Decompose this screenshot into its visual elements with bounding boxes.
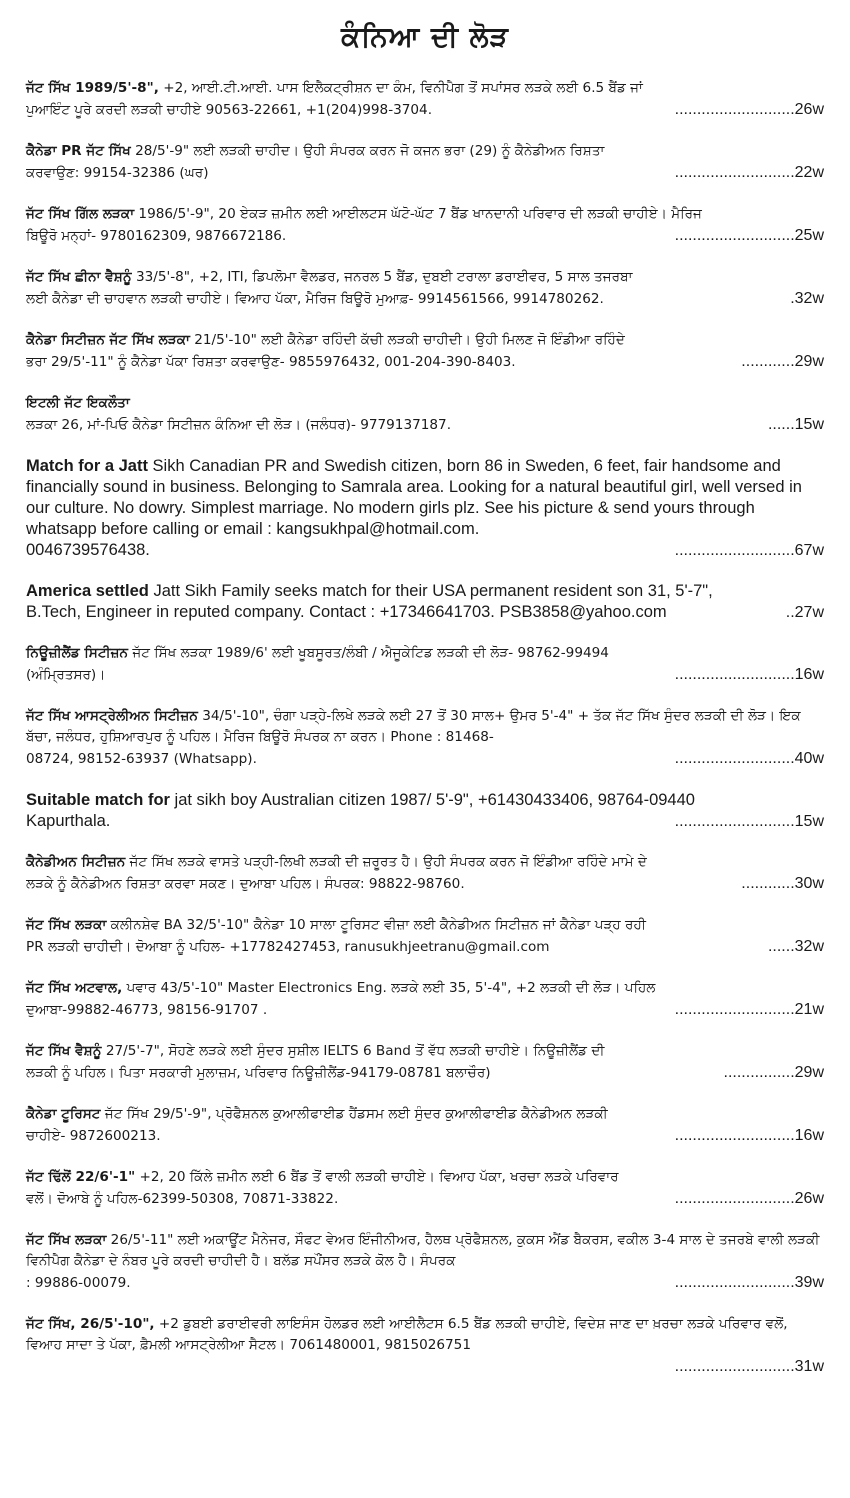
ad-contact: ਲੜਕੀ ਨੂੰ ਪਹਿਲ। ਪਿਤਾ ਸਰਕਾਰੀ ਮੁਲਾਜ਼ਮ, ਪਰਿਵਾਰ ਨਿਊਜ਼ੀਲੈਂਡ-94179-08781 ਬਲਾਚੌਰ) <box>26 1065 491 1081</box>
ad-contact: : 99886-00079. <box>26 1275 131 1291</box>
ad-tail <box>26 99 824 121</box>
ad-entry <box>26 706 824 770</box>
ad-tail <box>26 999 824 1021</box>
ad-word-count: ...........................26w <box>674 101 824 118</box>
ad-tail <box>26 1272 824 1294</box>
ad-contact: ਵਲੋਂ। ਦੋਆਬੇ ਨੂੰ ਪਹਿਲ-62399-50308, 70871-33822. <box>26 1191 339 1207</box>
ad-body: Jatt Sikh Family seeks match for their USA permanent resident son 31, 5'-7", <box>148 582 713 600</box>
ad-contact: ਪੁਆਇੰਟ ਪੂਰੇ ਕਰਦੀ ਲੜਕੀ ਚਾਹੀਏ 90563-22661, +1(204)998-3704. <box>26 102 433 118</box>
ad-word-count: ...........................25w <box>674 227 824 244</box>
ad-body: Sikh Canadian PR and Swedish citizen, born 86 in Sweden, 6 feet, fair handsome and financially sound in business. Belonging to Samrala area. Looking for a natural beautiful girl, well versed in our culture. No dowry. Simplest marriage. No modern girls plz. See his picture & send yours through whatsapp before calling or email : kangsukhpal@hotmail.com. <box>26 457 802 538</box>
ad-word-count: ...........................22w <box>674 164 824 181</box>
ad-tail <box>26 936 824 958</box>
ad-lead: ਜੱਟ ਸਿੱਖ, 26/5'-10", <box>26 1316 155 1332</box>
ad-word-count: ......32w <box>767 938 824 955</box>
ad-body: 34/5'-10", ਚੰਗਾ ਪੜ੍ਹੇ-ਲਿਖੇ ਲੜਕੇ ਲਈ 27 ਤੋਂ 30 ਸਾਲ+ ਉਮਰ 5'-4" + ਤੱਕ ਜੱਟ ਸਿੱਖ ਸੁੰਦਰ ਲੜਕੀ ਦੀ ਲੋੜ। ਇਕ ਬੱਚਾ, ਜਲੰਧਰ, ਹੁਸ਼ਿਆਰਪੁਰ ਨੂੰ ਪਹਿਲ। ਮੈਰਿਜ ਬਿਊਰੋ ਸੰਪਰਕ ਨਾ ਕਰਨ। Phone : 81468- <box>26 708 801 745</box>
ad-lead: ਕੈਨੇਡਾ ਟੂਰਿਸਟ <box>26 1106 101 1122</box>
ad-entry <box>26 852 824 895</box>
ad-body: 21/5'-10" ਲਈ ਕੈਨੇਡਾ ਰਹਿੰਦੀ ਕੱਚੀ ਲੜਕੀ ਚਾਹੀਦੀ। ਉਹੀ ਮਿਲਣ ਜੋ ਇੰਡੀਆ ਰਹਿੰਦੇ <box>189 332 625 348</box>
ad-lead: America settled <box>26 582 149 600</box>
ad-entry <box>26 204 824 247</box>
ad-tail <box>26 664 824 686</box>
ad-body: 27/5'-7", ਸੋਹਣੇ ਲੜਕੇ ਲਈ ਸੁੰਦਰ ਸੁਸ਼ੀਲ IELTS 6 Band ਤੋਂ ਵੱਧ ਲੜਕੀ ਚਾਹੀਏ। ਨਿਊਜ਼ੀਲੈਂਡ ਦੀ <box>101 1043 605 1059</box>
ad-body: 33/5'-8", +2, ITI, ਡਿਪਲੋਮਾ ਵੈਲਡਰ, ਜਨਰਲ 5 ਬੈਂਡ, ਦੁਬਈ ਟਰਾਲਾ ਡਰਾਈਵਰ, 5 ਸਾਲ ਤਜਰਬਾ <box>131 269 633 285</box>
ad-contact: (ਅੰਮ੍ਰਿਤਸਰ)। <box>26 667 106 683</box>
ad-word-count: ...........................21w <box>674 1001 824 1018</box>
ad-contact: ਦੁਆਬਾ-99882-46773, 98156-91707 . <box>26 1002 268 1018</box>
ad-entry <box>26 1041 824 1084</box>
ad-lead: ਜੱਟ ਸਿੱਖ 1989/5'-8", <box>26 80 159 96</box>
ad-body: ਕਲੀਨਸ਼ੇਵ BA 32/5'-10" ਕੈਨੇਡਾ 10 ਸਾਲਾ ਟੂਰਿਸਟ ਵੀਜ਼ਾ ਲਈ ਕੈਨੇਡੀਅਨ ਸਿਟੀਜ਼ਨ ਜਾਂ ਕੈਨੇਡਾ ਪੜ੍ਹ ਰਹੀ <box>106 917 646 933</box>
ad-lead: Match for a Jatt <box>26 457 148 475</box>
ad-word-count: ...........................67w <box>674 542 824 559</box>
ad-lead: ਜੱਟ ਸਿੱਖ ਲੜਕਾ <box>26 917 107 933</box>
ad-contact: Kapurthala. <box>26 812 111 830</box>
ad-lead: ਜੱਟ ਢਿੱਲੋਂ 22/6'-1" <box>26 1169 136 1185</box>
ad-contact: PR ਲੜਕੀ ਚਾਹੀਦੀ। ਦੋਆਬਾ ਨੂੰ ਪਹਿਲ- +17782427453, ranusukhjeetranu@gmail.com <box>26 939 550 955</box>
ad-lead: ਜੱਟ ਸਿੱਖ ਆਸਟ੍ਰੇਲੀਅਨ ਸਿਟੀਜ਼ਨ <box>26 708 198 724</box>
ad-contact: B.Tech, Engineer in reputed company. Contact : +17346641703. PSB3858@yahoo.com <box>26 603 667 621</box>
ad-body: ਜੱਟ ਸਿੱਖ ਲੜਕੇ ਵਾਸਤੇ ਪੜ੍ਹੀ-ਲਿਖੀ ਲੜਕੀ ਦੀ ਜ਼ਰੂਰਤ ਹੈ। ਉਹੀ ਸੰਪਰਕ ਕਰਨ ਜੋ ਇੰਡੀਆ ਰਹਿੰਦੇ ਮਾਮੇ ਦੇ <box>125 854 647 870</box>
ad-contact: 0046739576438. <box>26 541 150 559</box>
ad-tail <box>26 1125 824 1147</box>
ad-word-count: ..27w <box>785 604 824 621</box>
ad-lead: ਜੱਟ ਸਿੱਖ ਲੜਕਾ <box>26 1232 107 1248</box>
ad-body: jat sikh boy Australian citizen 1987/ 5'-9", +61430433406, 98764-09440 <box>169 791 695 809</box>
ad-tail <box>26 351 824 373</box>
ad-entry <box>26 456 824 561</box>
ad-entry <box>26 581 824 623</box>
ad-contact: ਲਈ ਕੈਨੇਡਾ ਦੀ ਚਾਹਵਾਨ ਲੜਕੀ ਚਾਹੀਏ। ਵਿਆਹ ਪੱਕਾ, ਮੈਰਿਜ ਬਿਊਰੋ ਮੁਆਫ਼- 9914561566, 9914780262. <box>26 291 604 307</box>
ad-entry <box>26 1230 824 1294</box>
ad-lead: ਇਟਲੀ ਜੱਟ ਇਕਲੌਤਾ <box>26 395 130 411</box>
ad-word-count: ...........................16w <box>674 666 824 683</box>
ad-entry <box>26 267 824 310</box>
ad-word-count: ............29w <box>741 353 824 370</box>
ad-body: ਜੱਟ ਸਿੱਖ ਲੜਕਾ 1989/6' ਲਈ ਖੂਬਸੂਰਤ/ਲੰਬੀ / ਐਜੂਕੇਟਿਡ ਲੜਕੀ ਦੀ ਲੋੜ- 98762-99494 <box>128 645 609 661</box>
ad-word-count: ...........................31w <box>674 1358 824 1375</box>
ad-contact: ਲੜਕੇ ਨੂੰ ਕੈਨੇਡੀਅਨ ਰਿਸ਼ਤਾ ਕਰਵਾ ਸਕਣ। ਦੁਆਬਾ ਪਹਿਲ। ਸੰਪਰਕ: 98822-98760. <box>26 876 465 892</box>
ad-word-count: ...........................26w <box>674 1190 824 1207</box>
ad-tail <box>26 1188 824 1210</box>
ad-entry <box>26 1167 824 1210</box>
ad-entry <box>26 1314 824 1377</box>
ad-word-count: ...........................15w <box>674 813 824 830</box>
ad-lead: ਜੱਟ ਸਿੱਖ ਅਟਵਾਲ, <box>26 980 123 996</box>
ad-lead: ਕੈਨੇਡਾ PR ਜੱਟ ਸਿੱਖ <box>26 143 131 159</box>
ad-entry <box>26 915 824 958</box>
ad-contact: 08724, 98152-63937 (Whatsapp). <box>26 751 257 767</box>
ad-entry <box>26 643 824 686</box>
ad-tail <box>26 288 824 310</box>
ad-entry <box>26 978 824 1021</box>
ad-lead: ਕੈਨੇਡੀਅਨ ਸਿਟੀਜ਼ਨ <box>26 854 126 870</box>
ad-entry <box>26 790 824 832</box>
ad-tail <box>26 414 824 436</box>
ad-lead: ਜੱਟ ਸਿੱਖ ਛੀਨਾ ਵੈਸ਼ਨੂੰ <box>26 269 132 285</box>
ad-word-count: .32w <box>790 290 824 307</box>
ad-tail <box>26 602 824 623</box>
ad-contact: ਬਿਊਰੋ ਮਨ੍ਹਾਂ- 9780162309, 9876672186. <box>26 228 287 244</box>
ad-contact: ਭਰਾ 29/5'-11" ਨੂੰ ਕੈਨੇਡਾ ਪੱਕਾ ਰਿਸ਼ਤਾ ਕਰਵਾਉਣ- 9855976432, 001-204-390-8403. <box>26 354 516 370</box>
ad-word-count: ...........................39w <box>674 1274 824 1291</box>
ad-tail <box>26 811 824 832</box>
ad-contact: ਕਰਵਾਉਣ: 99154-32386 (ਘਰ) <box>26 165 209 181</box>
ad-tail <box>26 225 824 247</box>
ad-body: ਪਵਾਰ 43/5'-10" Master Electronics Eng. ਲੜਕੇ ਲਈ 35, 5'-4", +2 ਲੜਕੀ ਦੀ ਲੋੜ। ਪਹਿਲ <box>122 980 656 996</box>
ad-word-count: ......15w <box>767 416 824 433</box>
ad-entry <box>26 78 824 121</box>
ad-tail <box>26 748 824 770</box>
ad-body: 26/5'-11" ਲਈ ਅਕਾਊਂਟ ਮੈਨੇਜਰ, ਸੌਫਟ ਵੇਅਰ ਇੰਜੀਨੀਅਰ, ਹੈਲਥ ਪ੍ਰੋਫੈਸ਼ਨਲ, ਕੁਕਸ ਐਂਡ ਬੈਕਰਸ, ਵਕੀਲ 3-4 ਸਾਲ ਦੇ ਤਜਰਬੇ ਵਾਲੀ ਲੜਕੀ ਵਿਨੀਪੈਗ ਕੈਨੇਡਾ ਦੇ ਨੰਬਰ ਪੂਰੇ ਕਰਦੀ ਚਾਹੀਦੀ ਹੈ। ਬਲੱਡ ਸਪੌਂਸਰ ਲੜਕੇ ਕੋਲ ਹੈ। ਸੰਪਰਕ <box>26 1232 820 1269</box>
ad-tail <box>26 540 824 561</box>
ad-body: ਜੱਟ ਸਿੱਖ 29/5'-9", ਪ੍ਰੋਫੈਸ਼ਨਲ ਕੁਆਲੀਫਾਈਡ ਹੈਂਡਸਮ ਲਈ ਸੁੰਦਰ ਕੁਆਲੀਫਾਈਡ ਕੈਨੇਡੀਅਨ ਲੜਕੀ <box>100 1106 608 1122</box>
ad-body: +2, 20 ਕਿੱਲੇ ਜ਼ਮੀਨ ਲਈ 6 ਬੈਂਡ ਤੋਂ ਵਾਲੀ ਲੜਕੀ ਚਾਹੀਏ। ਵਿਆਹ ਪੱਕਾ, ਖਰਚਾ ਲੜਕੇ ਪਰਿਵਾਰ <box>135 1169 619 1185</box>
ad-entry <box>26 330 824 373</box>
ad-word-count: ............30w <box>741 875 824 892</box>
ad-tail <box>26 1356 824 1377</box>
ads-list <box>26 78 824 1377</box>
ad-lead: Suitable match for <box>26 791 170 809</box>
ad-body: 1986/5'-9", 20 ਏਕੜ ਜ਼ਮੀਨ ਲਈ ਆਈਲਟਸ ਘੱਟੋ-ਘੱਟ 7 ਬੈਂਡ ਖਾਨਦਾਨੀ ਪਰਿਵਾਰ ਦੀ ਲੜਕੀ ਚਾਹੀਏ। ਮੈਰਿਜ <box>134 206 702 222</box>
ad-contact: ਲੜਕਾ 26, ਮਾਂ-ਪਿਓ ਕੈਨੇਡਾ ਸਿਟੀਜ਼ਨ ਕੰਨਿਆ ਦੀ ਲੋੜ। (ਜਲੰਧਰ)- 9779137187. <box>26 417 452 433</box>
ad-lead: ਜੱਟ ਸਿੱਖ ਗਿੱਲ ਲੜਕਾ <box>26 206 135 222</box>
ad-lead: ਨਿਊਜ਼ੀਲੈਂਡ ਸਿਟੀਜ਼ਨ <box>26 645 129 661</box>
ad-body: 28/5'-9" ਲਈ ਲੜਕੀ ਚਾਹੀਦ। ਉਹੀ ਸੰਪਰਕ ਕਰਨ ਜੋ ਕਜਨ ਭਰਾ (29) ਨੂੰ ਕੈਨੇਡੀਅਨ ਰਿਸ਼ਤਾ <box>130 143 605 159</box>
ad-lead: ਜੱਟ ਸਿੱਖ ਵੈਸ਼ਨੂੰ <box>26 1043 102 1059</box>
page-title: ਕੰਨਿਆ ਦੀ ਲੋੜ <box>341 20 509 53</box>
ad-word-count: ................29w <box>723 1064 824 1081</box>
ad-contact: ਚਾਹੀਏ- 9872600213. <box>26 1128 161 1144</box>
ad-word-count: ...........................16w <box>674 1127 824 1144</box>
ad-entry <box>26 141 824 184</box>
ad-tail <box>26 1062 824 1084</box>
ad-entry <box>26 1104 824 1147</box>
ad-entry <box>26 393 824 436</box>
ad-tail <box>26 873 824 895</box>
ad-body: +2, ਆਈ.ਟੀ.ਆਈ. ਪਾਸ ਇਲੈਕਟ੍ਰੀਸ਼ਨ ਦਾ ਕੰਮ, ਵਿਨੀਪੈਗ ਤੋਂ ਸਪਾਂਸਰ ਲੜਕੇ ਲਈ 6.5 ਬੈਂਡ ਜਾਂ <box>158 80 643 96</box>
ad-word-count: ...........................40w <box>674 750 824 767</box>
ad-lead: ਕੈਨੇਡਾ ਸਿਟੀਜ਼ਨ ਜੱਟ ਸਿੱਖ ਲੜਕਾ <box>26 332 190 348</box>
ad-body: +2 ਡੁਬਈ ਡਰਾਈਵਰੀ ਲਾਇਸੰਸ ਹੋਲਡਰ ਲਈ ਆਈਲੈਟਸ 6.5 ਬੈਂਡ ਲੜਕੀ ਚਾਹੀਏ, ਵਿਦੇਸ਼ ਜਾਣ ਦਾ ਖ਼ਰਚਾ ਲੜਕੇ ਪਰਿਵਾਰ ਵਲੋਂ, ਵਿਆਹ ਸਾਦਾ ਤੇ ਪੱਕਾ, ਫ਼ੈਮਲੀ ਆਸਟ੍ਰੇਲੀਆ ਸੈਟਲ। 7061480001, 9815026751 <box>26 1316 788 1353</box>
ad-tail <box>26 162 824 184</box>
